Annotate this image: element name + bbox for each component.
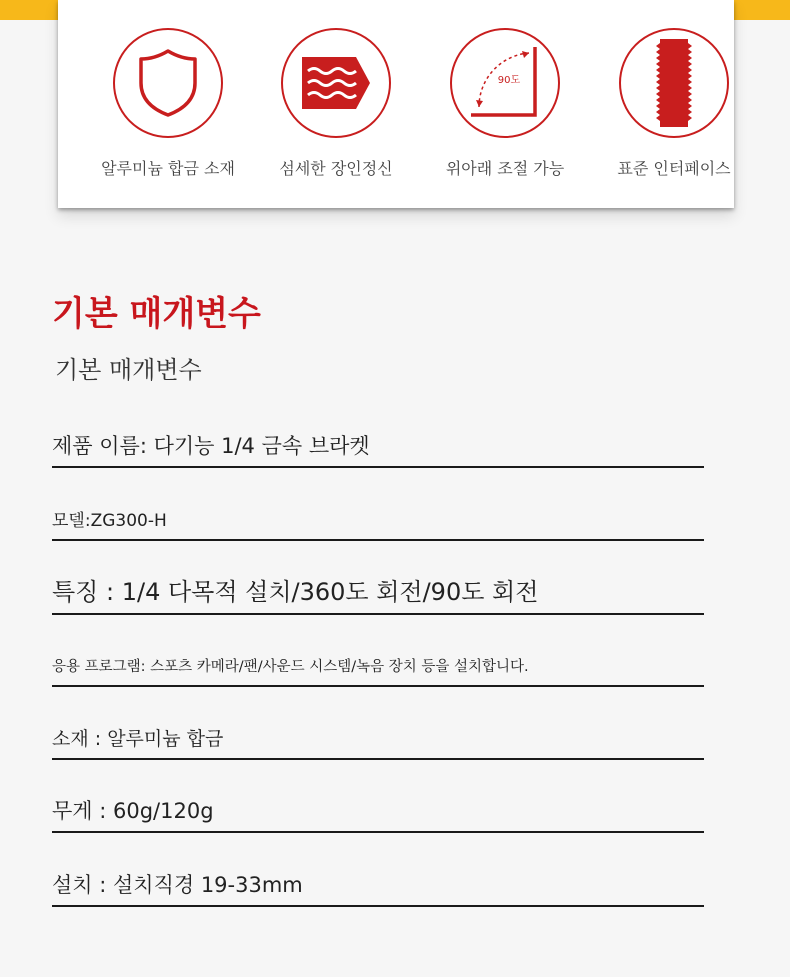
spec-row-product-name: 제품 이름: 다기능 1/4 금속 브라켓 [52, 430, 704, 468]
feature-angle-adjustable [420, 28, 590, 198]
feature-icon-circle [619, 28, 729, 138]
spec-row-features: 특징 : 1/4 다목적 설치/360도 회전/90도 회전 [52, 575, 704, 615]
feature-icon-circle [450, 28, 560, 138]
feature-fine-craftsmanship [251, 28, 421, 198]
section-subtitle: 기본 매개변수 [55, 356, 202, 384]
feature-aluminum-alloy [83, 28, 253, 198]
section-title: 기본 매개변수 [52, 294, 261, 334]
spec-row-material: 소재 : 알루미늄 합금 [52, 725, 704, 760]
shield-icon [136, 47, 200, 119]
feature-standard-interface [589, 28, 759, 198]
spec-row-model: 모델:ZG300-H [52, 507, 704, 541]
screw-thread-icon [654, 37, 694, 129]
spec-row-installation: 설치 : 설치직경 19-33mm [52, 869, 704, 907]
fine-craft-icon [298, 53, 374, 113]
feature-label: 알루미늄 합금 소재 [101, 159, 235, 178]
feature-card [58, 0, 734, 208]
svg-text:90도: 90도 [497, 75, 521, 86]
feature-label: 표준 인터페이스 [617, 159, 731, 178]
angle-adjust-icon [465, 43, 545, 123]
feature-icon-circle [281, 28, 391, 138]
spec-row-weight: 무게 : 60g/120g [52, 795, 704, 833]
feature-label: 섬세한 장인정신 [279, 159, 393, 178]
feature-label: 위아래 조절 가능 [445, 159, 565, 178]
spec-row-application: 응용 프로그램: 스포츠 카메라/팬/사운드 시스템/녹음 장치 등을 설치합니다. [52, 654, 704, 687]
feature-icon-circle [113, 28, 223, 138]
